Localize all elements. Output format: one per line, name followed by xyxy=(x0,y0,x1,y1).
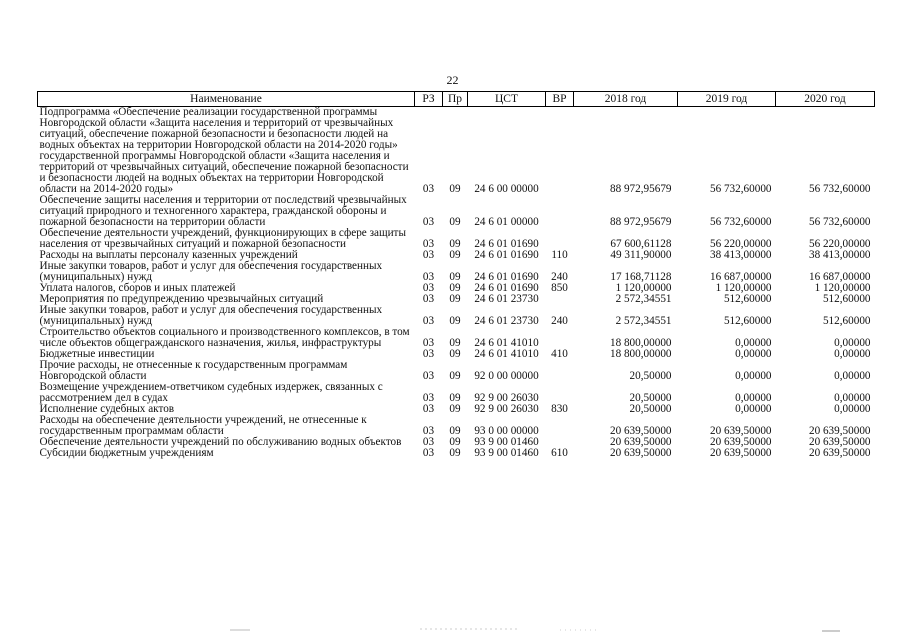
cell-2018: 88 972,95679 xyxy=(609,183,672,195)
header-vr: ВР xyxy=(546,92,574,107)
table-row xyxy=(38,228,875,250)
cell-2018: 20 639,50000 xyxy=(609,447,672,459)
cell-rz: 03 xyxy=(422,392,435,404)
cell-cst: 24 6 01 41010 xyxy=(474,337,539,349)
cell-vr xyxy=(546,294,574,305)
table-row xyxy=(38,327,875,349)
cell-2020: 38 413,00000 xyxy=(808,249,871,261)
cell-rz: 03 xyxy=(422,315,435,327)
header-pr: Пр xyxy=(443,92,468,107)
cell-2018: 18 800,00000 xyxy=(609,337,672,349)
cell-name: Уплата налогов, сборов и иных платежей xyxy=(39,282,236,294)
cell-pr: 09 xyxy=(449,337,461,349)
cell-2018: 20,50000 xyxy=(629,392,672,404)
cell-2019: 56 220,00000 xyxy=(709,238,772,250)
cell-2018: 1 120,00000 xyxy=(615,282,672,294)
cell-2019: 0,00000 xyxy=(735,337,772,349)
cell-2019: 56 732,60000 xyxy=(709,183,772,195)
cell-cst: 24 6 01 23730 xyxy=(474,315,539,327)
cell-2020: 1 120,00000 xyxy=(814,282,871,294)
cell-2020: 512,60000 xyxy=(822,293,871,305)
cell-name: Строительство объектов социального и производственного комплексов, в том числе объектов общегражданского назначения, жилья, инфраструктуры xyxy=(39,326,410,349)
cell-rz: 03 xyxy=(422,238,435,250)
cell-2020: 0,00000 xyxy=(834,337,871,349)
cell-pr: 09 xyxy=(449,370,461,382)
cell-name: Возмещение учреждением-ответчиком судебных издержек, связанных с рассмотрением дел в судах xyxy=(39,381,383,404)
cell-vr: 610 xyxy=(551,447,568,459)
header-rz: РЗ xyxy=(415,92,443,107)
cell-2018: 49 311,90000 xyxy=(610,249,672,261)
cell-vr: 110 xyxy=(551,249,568,261)
header-cst: ЦСТ xyxy=(468,92,546,107)
cell-2019: 512,60000 xyxy=(723,293,772,305)
table-row xyxy=(38,107,875,196)
cell-vr: 240 xyxy=(551,271,568,283)
cell-vr: 410 xyxy=(551,348,568,360)
table-row xyxy=(38,448,875,459)
cell-2019: 512,60000 xyxy=(723,315,772,327)
cell-2019: 20 639,50000 xyxy=(709,425,772,437)
header-2019: 2019 год xyxy=(678,92,776,107)
cell-name: Расходы на обеспечение деятельности учреждений, не отнесенные к государственным программам области xyxy=(39,414,367,437)
cell-name: Бюджетные инвестиции xyxy=(39,348,155,360)
budget-table xyxy=(37,91,875,459)
cell-2020: 0,00000 xyxy=(834,392,871,404)
cell-pr: 09 xyxy=(449,249,461,261)
cell-2020: 20 639,50000 xyxy=(808,447,871,459)
table-row xyxy=(38,360,875,382)
cell-2019: 56 732,60000 xyxy=(709,216,772,228)
cell-2019: 20 639,50000 xyxy=(709,447,772,459)
cell-2019: 1 120,00000 xyxy=(715,282,772,294)
cell-2018: 20 639,50000 xyxy=(609,436,672,448)
cell-vr: 240 xyxy=(551,315,568,327)
cell-name: Обеспечение защиты населения и территории от последствий чрезвычайных ситуаций природного и техногенного характера, гражданской обороны и пожарной безопасности на территории области xyxy=(39,194,407,228)
cell-2018: 20,50000 xyxy=(629,370,672,382)
cell-2019: 0,00000 xyxy=(735,348,772,360)
cell-2019: 0,00000 xyxy=(735,370,772,382)
cell-2020: 56 220,00000 xyxy=(808,238,871,250)
cell-2020: 20 639,50000 xyxy=(808,425,871,437)
table-row xyxy=(38,261,875,283)
cell-name: Субсидии бюджетным учреждениям xyxy=(39,447,214,459)
cell-rz: 03 xyxy=(422,370,435,382)
cell-pr: 09 xyxy=(449,447,461,459)
cell-rz: 03 xyxy=(422,436,435,448)
cell-2018: 17 168,71128 xyxy=(610,271,672,283)
cell-cst: 24 6 01 41010 xyxy=(474,348,539,360)
table-row xyxy=(38,305,875,327)
cell-2020: 0,00000 xyxy=(834,403,871,415)
cell-rz: 03 xyxy=(422,293,435,305)
header-name: Наименование xyxy=(38,92,415,107)
cell-2020: 56 732,60000 xyxy=(808,216,871,228)
cell-cst: 92 0 00 00000 xyxy=(474,370,539,382)
table-row xyxy=(38,415,875,437)
cell-cst: 93 9 00 01460 xyxy=(474,447,539,459)
cell-2020: 0,00000 xyxy=(834,348,871,360)
cell-pr: 09 xyxy=(449,271,461,283)
cell-cst: 24 6 01 01690 xyxy=(474,271,539,283)
cell-pr: 09 xyxy=(449,282,461,294)
cell-cst: 93 0 00 00000 xyxy=(474,425,539,437)
cell-vr: 830 xyxy=(551,403,568,415)
header-2020: 2020 год xyxy=(776,92,875,107)
cell-2020: 0,00000 xyxy=(834,370,871,382)
cell-cst: 93 9 00 01460 xyxy=(474,436,539,448)
cell-cst: 24 6 01 01690 xyxy=(474,249,539,261)
cell-rz: 03 xyxy=(422,403,435,415)
cell-2020: 16 687,00000 xyxy=(808,271,871,283)
cell-name: Иные закупки товаров, работ и услуг для обеспечения государственных (муниципальных) нужд xyxy=(39,304,383,327)
cell-vr xyxy=(546,195,574,228)
cell-name: Иные закупки товаров, работ и услуг для обеспечения государственных (муниципальных) нужд xyxy=(39,260,383,283)
cell-rz: 03 xyxy=(422,249,435,261)
cell-pr: 09 xyxy=(449,348,461,360)
cell-2019: 20 639,50000 xyxy=(709,436,772,448)
cell-cst: 24 6 01 23730 xyxy=(474,293,539,305)
cell-rz: 03 xyxy=(422,183,435,195)
cell-2018: 18 800,00000 xyxy=(609,348,672,360)
cell-cst: 24 6 01 01690 xyxy=(474,238,539,250)
cell-pr: 09 xyxy=(449,425,461,437)
cell-vr xyxy=(546,360,574,382)
cell-pr: 09 xyxy=(449,392,461,404)
cell-2019: 38 413,00000 xyxy=(709,249,772,261)
cell-cst: 92 9 00 26030 xyxy=(474,392,539,404)
cell-pr: 09 xyxy=(449,436,461,448)
cell-pr: 09 xyxy=(449,315,461,327)
table-row xyxy=(38,382,875,404)
scan-artifact-marks xyxy=(0,625,905,635)
cell-vr xyxy=(546,415,574,437)
header-2018: 2018 год xyxy=(574,92,678,107)
cell-name: Расходы на выплаты персоналу казенных учреждений xyxy=(39,249,298,261)
cell-cst: 24 6 01 00000 xyxy=(474,216,539,228)
cell-vr xyxy=(546,107,574,196)
cell-2020: 56 732,60000 xyxy=(808,183,871,195)
table-header-row xyxy=(38,92,875,107)
cell-rz: 03 xyxy=(422,337,435,349)
cell-cst: 24 6 00 00000 xyxy=(474,183,539,195)
page-number: 22 xyxy=(446,73,459,87)
cell-rz: 03 xyxy=(422,216,435,228)
cell-cst: 92 9 00 26030 xyxy=(474,403,539,415)
cell-2019: 0,00000 xyxy=(735,403,772,415)
cell-rz: 03 xyxy=(422,447,435,459)
cell-2018: 88 972,95679 xyxy=(609,216,672,228)
cell-vr: 850 xyxy=(551,282,568,294)
cell-name: Обеспечение деятельности учреждений, функционирующих в сфере защиты населения от чрезвычайных ситуаций и пожарной безопасности xyxy=(39,227,406,250)
cell-name: Обеспечение деятельности учреждений по обслуживанию водных объектов xyxy=(39,436,402,448)
cell-vr xyxy=(546,382,574,404)
cell-rz: 03 xyxy=(422,271,435,283)
cell-pr: 09 xyxy=(449,293,461,305)
cell-2018: 2 572,34551 xyxy=(615,293,672,305)
cell-2018: 20 639,50000 xyxy=(609,425,672,437)
cell-cst: 24 6 01 01690 xyxy=(474,282,539,294)
cell-2020: 20 639,50000 xyxy=(808,436,871,448)
cell-2019: 16 687,00000 xyxy=(709,271,772,283)
cell-name: Подпрограмма «Обеспечение реализации государственной программы Новгородской области «Защита населения и территорий от чрезвычайных ситуаций, обеспечение пожарной безопасности и безопасности людей на водных объектах на территории Новгородской области на 2014-2020 годы» государственной программы Новгородской области «Защита населения и территорий от чрезвычайных ситуаций, обеспечение пожарной безопасности и безопасности людей на водных объектах на территории Новгородской области на 2014-2020 годы» xyxy=(39,106,409,195)
cell-name: Мероприятия по предупреждению чрезвычайных ситуаций xyxy=(39,293,324,305)
cell-rz: 03 xyxy=(422,282,435,294)
cell-pr: 09 xyxy=(449,183,461,195)
cell-pr: 09 xyxy=(449,238,461,250)
cell-2018: 20,50000 xyxy=(629,403,672,415)
cell-vr xyxy=(546,228,574,250)
cell-name: Прочие расходы, не отнесенные к государственным программам Новгородской области xyxy=(39,359,348,382)
cell-rz: 03 xyxy=(422,425,435,437)
cell-2018: 2 572,34551 xyxy=(615,315,672,327)
cell-rz: 03 xyxy=(422,348,435,360)
table-body xyxy=(38,107,875,460)
table-row xyxy=(38,195,875,228)
cell-pr: 09 xyxy=(449,403,461,415)
cell-vr xyxy=(546,327,574,349)
cell-2019: 0,00000 xyxy=(735,392,772,404)
cell-pr: 09 xyxy=(449,216,461,228)
cell-2018: 67 600,61128 xyxy=(610,238,672,250)
cell-name: Исполнение судебных актов xyxy=(39,403,175,415)
cell-2020: 512,60000 xyxy=(822,315,871,327)
